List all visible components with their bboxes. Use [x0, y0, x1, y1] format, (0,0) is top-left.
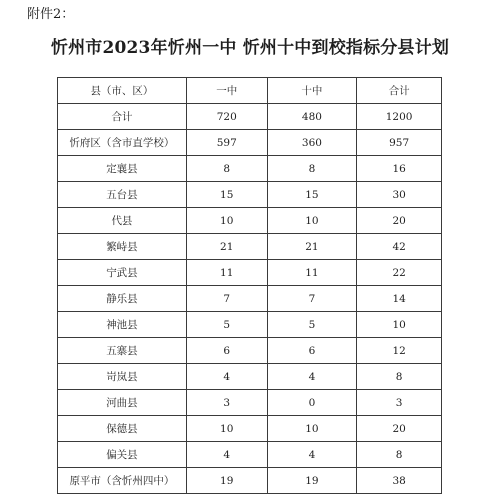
- total-cell: 10: [357, 312, 442, 338]
- no1-cell: 5: [186, 312, 267, 338]
- county-cell: 河曲县: [58, 390, 187, 416]
- attachment-label: 附件2：: [27, 7, 75, 22]
- no10-cell: 7: [267, 286, 357, 312]
- total-cell: 8: [357, 442, 442, 468]
- table-row: [58, 234, 442, 260]
- total-cell: 42: [357, 234, 442, 260]
- total-cell: 14: [357, 286, 442, 312]
- total-cell: 20: [357, 416, 442, 442]
- no1-cell: 597: [186, 130, 267, 156]
- county-cell: 定襄县: [58, 156, 187, 182]
- no1-cell: 6: [186, 338, 267, 364]
- table-row: [58, 312, 442, 338]
- total-cell: 957: [357, 130, 442, 156]
- total-cell: 20: [357, 208, 442, 234]
- table-row: [58, 182, 442, 208]
- column-header-county: 县（市、区）: [58, 78, 187, 104]
- no1-cell: 15: [186, 182, 267, 208]
- no10-cell: 5: [267, 312, 357, 338]
- no1-cell: 4: [186, 442, 267, 468]
- table-row: [58, 338, 442, 364]
- total-cell: 38: [357, 468, 442, 494]
- table-row: [58, 156, 442, 182]
- no10-cell: 19: [267, 468, 357, 494]
- total-cell: 8: [357, 364, 442, 390]
- county-cell: 原平市（含忻州四中）: [58, 468, 187, 494]
- no1-cell: 21: [186, 234, 267, 260]
- allocation-table: [57, 77, 442, 494]
- county-cell: 静乐县: [58, 286, 187, 312]
- no10-cell: 15: [267, 182, 357, 208]
- table-body: [58, 78, 442, 494]
- table-row: [58, 286, 442, 312]
- table-row: [58, 468, 442, 494]
- table-header-row: [58, 78, 442, 104]
- table-row: [58, 130, 442, 156]
- no10-cell: 0: [267, 390, 357, 416]
- county-cell: 代县: [58, 208, 187, 234]
- table-row: [58, 364, 442, 390]
- table-row: [58, 416, 442, 442]
- total-cell: 12: [357, 338, 442, 364]
- no10-cell: 11: [267, 260, 357, 286]
- county-cell: 保德县: [58, 416, 187, 442]
- no10-cell: 10: [267, 416, 357, 442]
- county-cell: 繁峙县: [58, 234, 187, 260]
- column-header-total: 合计: [357, 78, 442, 104]
- county-cell: 五台县: [58, 182, 187, 208]
- county-cell: 宁武县: [58, 260, 187, 286]
- no1-cell: 8: [186, 156, 267, 182]
- county-cell: 五寨县: [58, 338, 187, 364]
- no10-cell: 4: [267, 442, 357, 468]
- no1-cell: 4: [186, 364, 267, 390]
- no1-cell: 19: [186, 468, 267, 494]
- document-title: 忻州市2023年忻州一中 忻州十中到校指标分县计划: [50, 38, 450, 58]
- no1-cell: 10: [186, 416, 267, 442]
- no10-cell: 480: [267, 104, 357, 130]
- total-cell: 22: [357, 260, 442, 286]
- county-cell: 忻府区（含市直学校）: [58, 130, 187, 156]
- table-row: [58, 390, 442, 416]
- no10-cell: 6: [267, 338, 357, 364]
- table-row: [58, 260, 442, 286]
- no1-cell: 11: [186, 260, 267, 286]
- county-cell: 岢岚县: [58, 364, 187, 390]
- no10-cell: 8: [267, 156, 357, 182]
- no10-cell: 360: [267, 130, 357, 156]
- county-cell: 合计: [58, 104, 187, 130]
- column-header-no1: 一中: [186, 78, 267, 104]
- table-row: [58, 104, 442, 130]
- total-cell: 1200: [357, 104, 442, 130]
- total-cell: 3: [357, 390, 442, 416]
- no1-cell: 3: [186, 390, 267, 416]
- total-cell: 16: [357, 156, 442, 182]
- column-header-no10: 十中: [267, 78, 357, 104]
- table-row: [58, 442, 442, 468]
- county-cell: 偏关县: [58, 442, 187, 468]
- no10-cell: 21: [267, 234, 357, 260]
- total-cell: 30: [357, 182, 442, 208]
- no1-cell: 720: [186, 104, 267, 130]
- no10-cell: 4: [267, 364, 357, 390]
- no10-cell: 10: [267, 208, 357, 234]
- no1-cell: 10: [186, 208, 267, 234]
- table-row: [58, 208, 442, 234]
- county-cell: 神池县: [58, 312, 187, 338]
- no1-cell: 7: [186, 286, 267, 312]
